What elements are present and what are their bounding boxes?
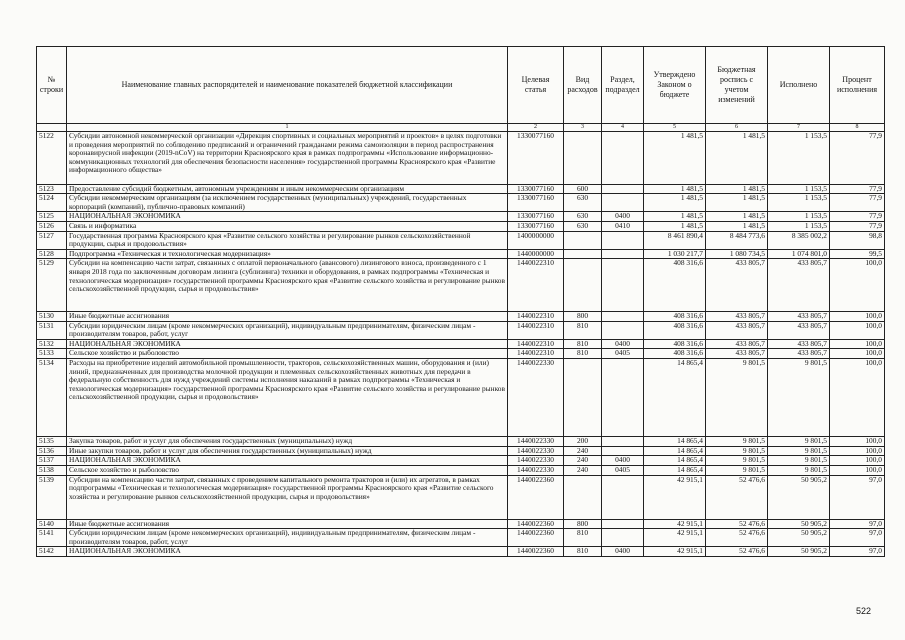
table-row xyxy=(37,547,885,557)
header-section: Раздел, подраздел xyxy=(602,47,644,124)
expense-type: 630 xyxy=(564,194,602,212)
header-executed: Исполнено xyxy=(768,47,830,124)
expense-type: 810 xyxy=(564,339,602,349)
approved-amount: 42 915,1 xyxy=(644,529,706,547)
target-article: 1330077160 xyxy=(508,221,564,231)
target-article: 1440022360 xyxy=(508,475,564,519)
expense-type: 810 xyxy=(564,349,602,359)
row-number: 5138 xyxy=(37,466,67,476)
execution-percent: 98,8 xyxy=(830,231,885,249)
budget-amount: 9 801,5 xyxy=(706,358,768,436)
execution-percent: 100,0 xyxy=(830,339,885,349)
approved-amount: 1 030 217,7 xyxy=(644,249,706,259)
row-number: 5123 xyxy=(37,184,67,194)
budget-amount: 1 481,5 xyxy=(706,194,768,212)
table-row xyxy=(37,466,885,476)
row-name: Иные закупки товаров, работ и услуг для обеспечения государственных (муниципальных) нужд xyxy=(67,446,508,456)
header-approved: Утверждено Законом о бюджете xyxy=(644,47,706,124)
column-number: 1 xyxy=(67,124,508,132)
target-article: 1440022360 xyxy=(508,519,564,529)
row-name: Субсидии на компенсацию части затрат, связанных с проведением капитального ремонта тракторов и (или) их агрегатов, в рамках подпрограммы «Техническая и технологическая модернизация» государственной программы Красноярского края «Развитие сельского хозяйства и регулирование рынков сельскохозяйственной продукции, сырья и продовольствия» xyxy=(67,475,508,519)
target-article: 1440000000 xyxy=(508,249,564,259)
table-row xyxy=(37,519,885,529)
expense-type xyxy=(564,231,602,249)
target-article: 1440022310 xyxy=(508,311,564,321)
section: 0405 xyxy=(602,349,644,359)
approved-amount: 1 481,5 xyxy=(644,184,706,194)
table-row xyxy=(37,194,885,212)
section xyxy=(602,311,644,321)
table-row xyxy=(37,321,885,339)
header-expense-type: Вид расходов xyxy=(564,47,602,124)
executed-amount: 433 805,7 xyxy=(768,311,830,321)
approved-amount: 42 915,1 xyxy=(644,475,706,519)
approved-amount: 408 316,6 xyxy=(644,339,706,349)
row-name: НАЦИОНАЛЬНАЯ ЭКОНОМИКА xyxy=(67,547,508,557)
expense-type: 810 xyxy=(564,529,602,547)
budget-amount: 52 476,6 xyxy=(706,475,768,519)
table-row xyxy=(37,446,885,456)
expense-type: 800 xyxy=(564,519,602,529)
column-number-row xyxy=(37,124,885,132)
row-name: Подпрограмма «Техническая и технологическая модернизация» xyxy=(67,249,508,259)
execution-percent: 100,0 xyxy=(830,437,885,447)
target-article: 1440022310 xyxy=(508,259,564,312)
executed-amount: 433 805,7 xyxy=(768,321,830,339)
executed-amount: 9 801,5 xyxy=(768,446,830,456)
row-number: 5133 xyxy=(37,349,67,359)
execution-percent: 97,0 xyxy=(830,547,885,557)
approved-amount: 14 865,4 xyxy=(644,456,706,466)
section xyxy=(602,184,644,194)
target-article: 1330077160 xyxy=(508,184,564,194)
section xyxy=(602,446,644,456)
budget-amount: 9 801,5 xyxy=(706,437,768,447)
header-budget-schedule: Бюджетная роспись с учетом изменений xyxy=(706,47,768,124)
row-name: Закупка товаров, работ и услуг для обеспечения государственных (муниципальных) нужд xyxy=(67,437,508,447)
table-row xyxy=(37,456,885,466)
approved-amount: 408 316,6 xyxy=(644,349,706,359)
row-number: 5134 xyxy=(37,358,67,436)
budget-amount: 433 805,7 xyxy=(706,259,768,312)
budget-amount: 1 481,5 xyxy=(706,132,768,185)
section: 0400 xyxy=(602,456,644,466)
budget-amount: 9 801,5 xyxy=(706,456,768,466)
table-row xyxy=(37,132,885,185)
table-row xyxy=(37,311,885,321)
section: 0400 xyxy=(602,339,644,349)
row-name: Субсидии юридическим лицам (кроме некоммерческих организаций), индивидуальным предпринимателям, физическим лицам - производителям товаров, работ, услуг xyxy=(67,321,508,339)
row-number: 5139 xyxy=(37,475,67,519)
header-row xyxy=(37,47,885,124)
execution-percent: 100,0 xyxy=(830,321,885,339)
execution-percent: 99,5 xyxy=(830,249,885,259)
approved-amount: 1 481,5 xyxy=(644,194,706,212)
expense-type: 810 xyxy=(564,321,602,339)
execution-percent: 97,0 xyxy=(830,519,885,529)
expense-type: 600 xyxy=(564,184,602,194)
budget-amount: 1 481,5 xyxy=(706,212,768,222)
executed-amount: 1 153,5 xyxy=(768,194,830,212)
column-number: 7 xyxy=(768,124,830,132)
expense-type: 240 xyxy=(564,456,602,466)
row-number: 5141 xyxy=(37,529,67,547)
executed-amount: 50 905,2 xyxy=(768,529,830,547)
executed-amount: 1 153,5 xyxy=(768,184,830,194)
row-name: Субсидии некоммерческим организациям (за исключением государственных (муниципальных) учреждений, государственных корпораций (компаний), публично-правовых компаний) xyxy=(67,194,508,212)
row-name: Субсидии на компенсацию части затрат, связанных с оплатой первоначального (авансового) лизингового взноса, произведенного с 1 января 2018 года по заключенным договорам лизинга (сублизинга) техники и оборудования, в рамках подпрограммы «Техническая и технологическая модернизация» государственной программы Красноярского края «Развитие сельского хозяйства и регулирование рынков сельскохозяйственной продукции, сырья и продовольствия» xyxy=(67,259,508,312)
execution-percent: 77,9 xyxy=(830,212,885,222)
target-article: 1330077160 xyxy=(508,194,564,212)
budget-execution-table xyxy=(36,46,885,557)
executed-amount: 8 385 002,2 xyxy=(768,231,830,249)
section xyxy=(602,475,644,519)
table-row xyxy=(37,184,885,194)
executed-amount: 50 905,2 xyxy=(768,547,830,557)
target-article: 1440022330 xyxy=(508,437,564,447)
executed-amount: 433 805,7 xyxy=(768,349,830,359)
budget-amount: 1 481,5 xyxy=(706,184,768,194)
row-number: 5122 xyxy=(37,132,67,185)
approved-amount: 1 481,5 xyxy=(644,221,706,231)
executed-amount: 1 153,5 xyxy=(768,212,830,222)
expense-type xyxy=(564,249,602,259)
row-number: 5142 xyxy=(37,547,67,557)
budget-amount: 8 484 773,6 xyxy=(706,231,768,249)
approved-amount: 408 316,6 xyxy=(644,311,706,321)
budget-amount: 433 805,7 xyxy=(706,339,768,349)
header-target-article: Целевая статья xyxy=(508,47,564,124)
target-article: 1440022310 xyxy=(508,339,564,349)
execution-percent: 100,0 xyxy=(830,466,885,476)
target-article: 1440022360 xyxy=(508,547,564,557)
budget-amount: 52 476,6 xyxy=(706,519,768,529)
column-number: 4 xyxy=(602,124,644,132)
header-row-number: № строки xyxy=(37,47,67,124)
executed-amount: 9 801,5 xyxy=(768,456,830,466)
table-row xyxy=(37,475,885,519)
execution-percent: 77,9 xyxy=(830,132,885,185)
execution-percent: 100,0 xyxy=(830,358,885,436)
approved-amount: 42 915,1 xyxy=(644,519,706,529)
table-row xyxy=(37,358,885,436)
table-row xyxy=(37,437,885,447)
expense-type xyxy=(564,132,602,185)
executed-amount: 1 074 801,0 xyxy=(768,249,830,259)
execution-percent: 100,0 xyxy=(830,446,885,456)
target-article: 1440022330 xyxy=(508,358,564,436)
column-number: 3 xyxy=(564,124,602,132)
execution-percent: 77,9 xyxy=(830,221,885,231)
approved-amount: 8 461 890,4 xyxy=(644,231,706,249)
expense-type: 240 xyxy=(564,466,602,476)
table-row xyxy=(37,259,885,312)
table-body xyxy=(37,132,885,557)
expense-type xyxy=(564,259,602,312)
table-row xyxy=(37,529,885,547)
approved-amount: 408 316,6 xyxy=(644,259,706,312)
table-row xyxy=(37,249,885,259)
row-name: Сельское хозяйство и рыболовство xyxy=(67,349,508,359)
target-article: 1330077160 xyxy=(508,132,564,185)
row-name: НАЦИОНАЛЬНАЯ ЭКОНОМИКА xyxy=(67,339,508,349)
budget-amount: 1 080 734,5 xyxy=(706,249,768,259)
target-article: 1440022330 xyxy=(508,456,564,466)
approved-amount: 1 481,5 xyxy=(644,212,706,222)
executed-amount: 1 153,5 xyxy=(768,132,830,185)
row-number: 5132 xyxy=(37,339,67,349)
row-number: 5125 xyxy=(37,212,67,222)
row-name: Предоставление субсидий бюджетным, автономным учреждениям и иным некоммерческим организациям xyxy=(67,184,508,194)
section xyxy=(602,321,644,339)
column-number xyxy=(37,124,67,132)
approved-amount: 14 865,4 xyxy=(644,437,706,447)
expense-type: 810 xyxy=(564,547,602,557)
row-number: 5136 xyxy=(37,446,67,456)
expense-type: 240 xyxy=(564,446,602,456)
target-article: 1440022330 xyxy=(508,446,564,456)
row-name: Расходы на приобретение изделий автомобильной промышленности, тракторов, сельскохозяйственных машин, оборудования и (или) линий, предназначенных для производства молочной продукции и племенных сельскохозяйственных животных для передачи в федеральную собственность для нужд учреждений системы исполнения наказаний в рамках подпрограммы «Техническая и технологическая модернизация» государственной программы Красноярского края «Развитие сельского хозяйства и регулирование рынков сельскохозяйственной продукции, сырья и продовольствия» xyxy=(67,358,508,436)
target-article: 1440022330 xyxy=(508,466,564,476)
row-name: Иные бюджетные ассигнования xyxy=(67,311,508,321)
execution-percent: 97,0 xyxy=(830,475,885,519)
row-name: Субсидии юридическим лицам (кроме некоммерческих организаций), индивидуальным предпринимателям, физическим лицам - производителям товаров, работ, услуг xyxy=(67,529,508,547)
table-row xyxy=(37,221,885,231)
execution-percent: 100,0 xyxy=(830,311,885,321)
section xyxy=(602,132,644,185)
budget-report-sheet xyxy=(36,46,884,557)
row-number: 5127 xyxy=(37,231,67,249)
budget-amount: 433 805,7 xyxy=(706,349,768,359)
execution-percent: 100,0 xyxy=(830,259,885,312)
target-article: 1330077160 xyxy=(508,212,564,222)
section: 0400 xyxy=(602,212,644,222)
budget-amount: 52 476,6 xyxy=(706,529,768,547)
expense-type xyxy=(564,358,602,436)
section xyxy=(602,529,644,547)
execution-percent: 100,0 xyxy=(830,349,885,359)
row-name: Государственная программа Красноярского края «Развитие сельского хозяйства и регулирование рынков сельскохозяйственной продукции, сырья и продовольствия» xyxy=(67,231,508,249)
column-number: 2 xyxy=(508,124,564,132)
executed-amount: 9 801,5 xyxy=(768,466,830,476)
expense-type xyxy=(564,475,602,519)
row-number: 5130 xyxy=(37,311,67,321)
column-number: 8 xyxy=(830,124,885,132)
budget-amount: 9 801,5 xyxy=(706,466,768,476)
row-number: 5140 xyxy=(37,519,67,529)
row-number: 5129 xyxy=(37,259,67,312)
row-name: Сельское хозяйство и рыболовство xyxy=(67,466,508,476)
approved-amount: 1 481,5 xyxy=(644,132,706,185)
page-number: 522 xyxy=(855,606,871,616)
table-row xyxy=(37,349,885,359)
executed-amount: 433 805,7 xyxy=(768,339,830,349)
executed-amount: 1 153,5 xyxy=(768,221,830,231)
budget-amount: 1 481,5 xyxy=(706,221,768,231)
executed-amount: 50 905,2 xyxy=(768,519,830,529)
budget-amount: 52 476,6 xyxy=(706,547,768,557)
expense-type: 630 xyxy=(564,212,602,222)
target-article: 1400000000 xyxy=(508,231,564,249)
section: 0410 xyxy=(602,221,644,231)
section xyxy=(602,194,644,212)
column-number: 6 xyxy=(706,124,768,132)
column-number: 5 xyxy=(644,124,706,132)
approved-amount: 42 915,1 xyxy=(644,547,706,557)
row-number: 5137 xyxy=(37,456,67,466)
execution-percent: 97,0 xyxy=(830,529,885,547)
approved-amount: 14 865,4 xyxy=(644,446,706,456)
execution-percent: 100,0 xyxy=(830,456,885,466)
section xyxy=(602,231,644,249)
header-name: Наименование главных распорядителей и наименование показателей бюджетной классификации xyxy=(67,47,508,124)
row-number: 5124 xyxy=(37,194,67,212)
target-article: 1440022360 xyxy=(508,529,564,547)
section xyxy=(602,437,644,447)
section xyxy=(602,259,644,312)
section xyxy=(602,519,644,529)
row-number: 5128 xyxy=(37,249,67,259)
row-name: НАЦИОНАЛЬНАЯ ЭКОНОМИКА xyxy=(67,212,508,222)
approved-amount: 14 865,4 xyxy=(644,358,706,436)
section: 0400 xyxy=(602,547,644,557)
execution-percent: 77,9 xyxy=(830,184,885,194)
section xyxy=(602,358,644,436)
row-number: 5131 xyxy=(37,321,67,339)
section xyxy=(602,249,644,259)
target-article: 1440022310 xyxy=(508,349,564,359)
header-percent: Процент исполнения xyxy=(830,47,885,124)
table-row xyxy=(37,212,885,222)
expense-type: 630 xyxy=(564,221,602,231)
row-number: 5126 xyxy=(37,221,67,231)
executed-amount: 433 805,7 xyxy=(768,259,830,312)
budget-amount: 433 805,7 xyxy=(706,321,768,339)
row-name: НАЦИОНАЛЬНАЯ ЭКОНОМИКА xyxy=(67,456,508,466)
row-name: Иные бюджетные ассигнования xyxy=(67,519,508,529)
executed-amount: 9 801,5 xyxy=(768,437,830,447)
row-name: Связь и информатика xyxy=(67,221,508,231)
approved-amount: 14 865,4 xyxy=(644,466,706,476)
budget-amount: 9 801,5 xyxy=(706,446,768,456)
table-row xyxy=(37,339,885,349)
expense-type: 800 xyxy=(564,311,602,321)
row-name: Субсидии автономной некоммерческой организации «Дирекция спортивных и социальных мероприятий и проектов» в целях подготовки и проведения мероприятий по соблюдению предписаний и ограничений гражданами режима самоизоляции в период распространения коронавирусной инфекции (2019-nCoV) на территории Красноярского края в рамках подпрограммы «Использование информационно-коммуникационных технологий для обеспечения безопасности населения» государственной программы Красноярского края «Развитие информационного общества» xyxy=(67,132,508,185)
table-row xyxy=(37,231,885,249)
budget-amount: 433 805,7 xyxy=(706,311,768,321)
executed-amount: 50 905,2 xyxy=(768,475,830,519)
executed-amount: 9 801,5 xyxy=(768,358,830,436)
target-article: 1440022310 xyxy=(508,321,564,339)
section: 0405 xyxy=(602,466,644,476)
expense-type: 200 xyxy=(564,437,602,447)
approved-amount: 408 316,6 xyxy=(644,321,706,339)
execution-percent: 77,9 xyxy=(830,194,885,212)
row-number: 5135 xyxy=(37,437,67,447)
